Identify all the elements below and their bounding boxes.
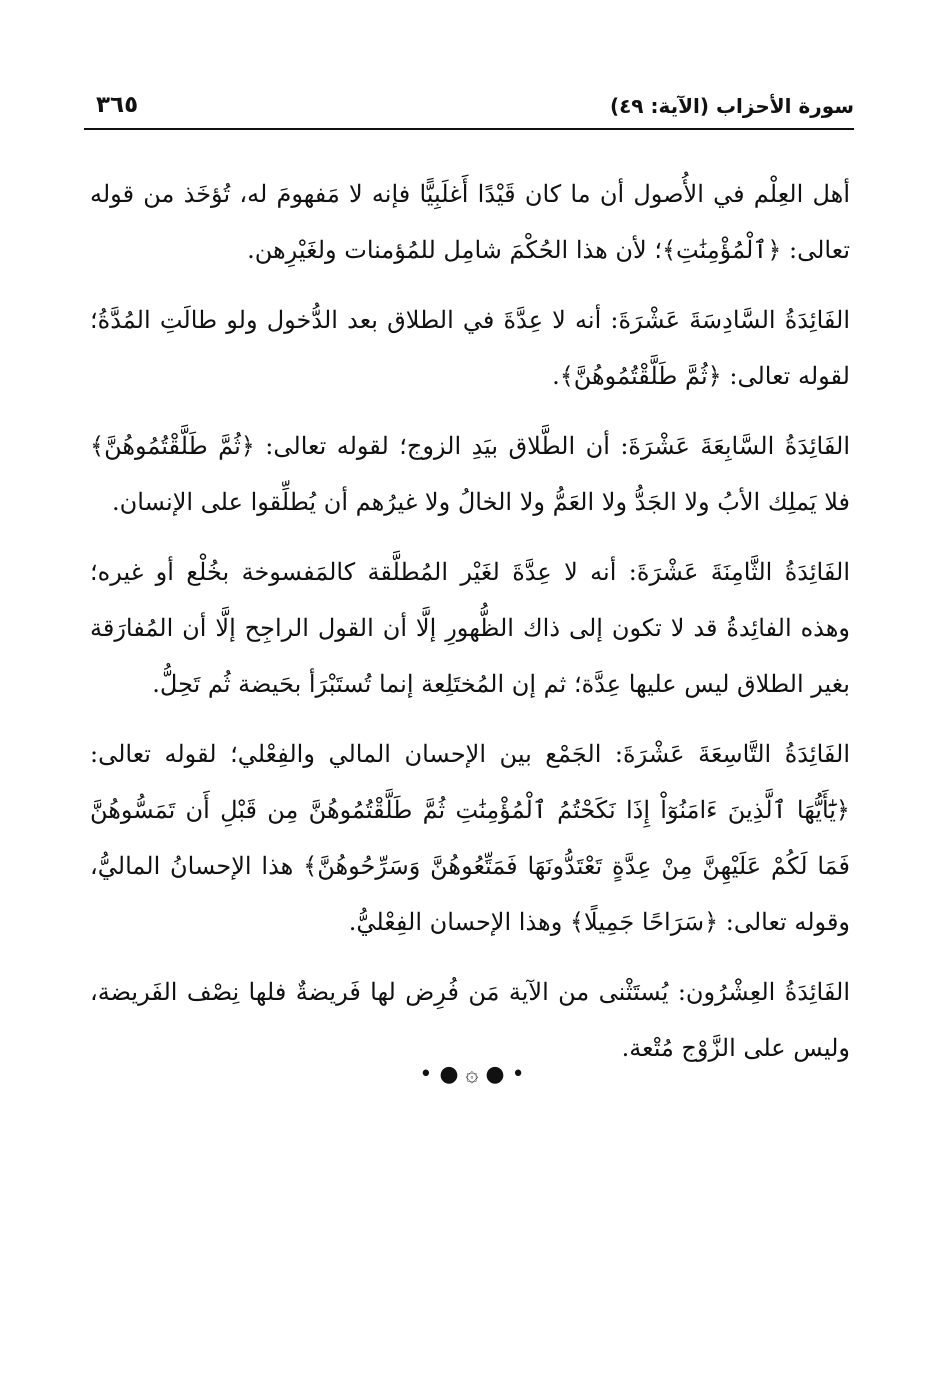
paragraph-benefit-16: الفَائِدَةُ السَّادِسَةَ عَشْرَةَ: أنه لا عِدَّةَ في الطلاق بعد الدُّخول ولو طالَتِ المُدَّةُ؛ لقوله تعالى: ﴿ثُمَّ طَلَّقْتُمُوهُنَّ﴾.	[90, 306, 850, 390]
surah-title: سورة الأحزاب (الآية: ٤٩)	[609, 94, 854, 118]
paragraph-benefit-17: الفَائِدَةُ السَّابِعَةَ عَشْرَةَ: أن الطَّلاق بيَدِ الزوج؛ لقوله تعالى: ﴿ثُمَّ طَلَّقْتُمُوهُنَّ﴾ فلا يَملِك الأبُ ولا الجَدُّ ولا العَمُّ ولا الخالُ ولا غيرُهم أن يُطلِّقوا على الإنسان.	[90, 432, 850, 516]
paragraph-benefit-20: الفَائِدَةُ العِشْرُون: يُستَثْنى من الآية مَن فُرِض لها فَريضةٌ فلها نِصْف الفَريضة، وليس على الزَّوْج مُتْعة.	[90, 978, 850, 1062]
header-rule	[84, 128, 854, 130]
section-end-ornament: • ● ۞ ● •	[419, 1062, 525, 1087]
paragraph-benefit-18: الفَائِدَةُ الثَّامِنَةَ عَشْرَةَ: أنه لا عِدَّةَ لغَيْر المُطلَّقة كالمَفسوخة بخُلْع أو غيره؛ وهذه الفائِدةُ قد لا تكون إلى ذاك الظُّهورِ إلَّا أن القول الراجِح إلَّا أن المُفارَقة بغير الطلاق ليس عليها عِدَّة؛ ثم إن المُختَلِعة إنما تُستَبْرَأ بحَيضة ثُم تَحِلُّ.	[90, 558, 850, 698]
paragraph-benefit-19: الفَائِدَةُ التَّاسِعَةَ عَشْرَةَ: الجَمْع بين الإحسان المالي والفِعْلي؛ لقوله تعالى: ﴿يَٰٓأَيُّهَا ٱلَّذِينَ ءَامَنُوٓاْ إِذَا نَكَحْتُمُ ٱلْمُؤْمِنَٰتِ ثُمَّ طَلَّقْتُمُوهُنَّ مِن قَبْلِ أَن تَمَسُّوهُنَّ فَمَا لَكُمْ عَلَيْهِنَّ مِنْ عِدَّةٍ تَعْتَدُّونَهَا فَمَتِّعُوهُنَّ وَسَرِّحُوهُنَّ﴾ هذا الإحسانُ الماليُّ، وقوله تعالى: ﴿سَرَاحًا جَمِيلًا﴾ وهذا الإحسان الفِعْليُّ.	[90, 740, 850, 936]
running-head	[88, 88, 858, 128]
paragraph-1: أهل العِلْم في الأُصول أن ما كان قَيْدًا أَغلَبِيًّا فإنه لا مَفهومَ له، تُؤخَذ من قوله تعالى: ﴿ٱلْمُؤْمِنَٰتِ﴾؛ لأن هذا الحُكْمَ شامِل للمُؤمنات ولغَيْرِهن.	[90, 180, 850, 264]
page-number: ٣٦٥	[96, 92, 139, 118]
body-text	[90, 166, 850, 1090]
